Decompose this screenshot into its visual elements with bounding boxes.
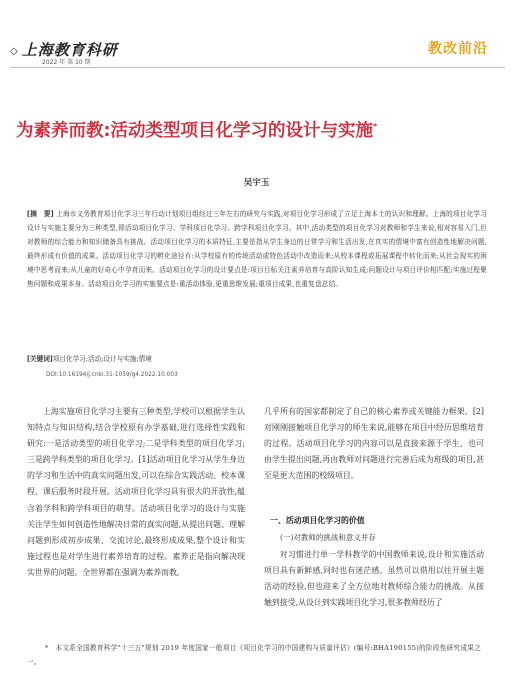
keywords-label: [关键词]: [27, 355, 53, 363]
footnote: [27, 641, 487, 669]
keywords: [27, 352, 487, 366]
header-divider: [10, 67, 505, 68]
footnote-text: 本文系全国教育科学"十三五"规划 2019 年度国家一般项目《项目化学习的中国建构与质量评估》(编号:BHA190155)的阶段性研究成果之一。: [27, 644, 482, 666]
section-heading: 一、活动项目化学习的价值: [270, 516, 365, 525]
article-title-text: 为素养而教:活动类型项目化学习的设计与实施: [16, 121, 373, 141]
issue-info: 2022 年 第 10 期: [42, 59, 91, 66]
author-name: 吴宇玉: [243, 178, 270, 188]
journal-name: 上海教育科研: [21, 41, 118, 59]
keywords-text: 项目化学习;活动;设计与实施;情境: [52, 355, 152, 363]
title-footnote-mark: *: [373, 122, 378, 132]
abstract-label: [摘 要]: [27, 210, 54, 218]
body-paragraph: 几乎所有的国家都制定了自己的核心素养或关键能力框架。[2]对刚刚接触项目化学习的师生来说,能够在项目中经历思维培育的过程。活动项目化学习的内容可以是直接来源于学生、也可由学生提出问题,再由教师对问题进行完善后成为班级的项目,甚至是更大范围的校级项目。: [264, 407, 484, 481]
column-tag: 教改前沿: [428, 41, 488, 57]
abstract-text: 上海市义务教育项目化学习三年行动计划项目组经过三年左右的研究与实践,对项目化学习形成了立足上海本土的认识和理解。上海的项目化学习设计与实施主要分为三种类型,即活动项目化学习、学科项目化学习、跨学科项目化学习。其中,活动类型的项目化学习对教师和学生来说,相对容易入门,但对教师的综合能力和知识储备具有挑战。活动项目化学习的本质特征,主要是指从学生身边的日常学习和生活出发,在真实的情境中富有创造性地解决问题,最终形成有价值的成果。活动项目化学习的孵化途径有:从学校原有的传统活动或特色活动中改造而来;从校本课程或拓展课程中转化而来;从社会现实的困境中思考而来;从儿童的好奇心中孕育而来。活动项目化学习的设计要点是:项目目标关注素养培育与高阶认知生成;问题设计与项目评价相匹配;实施过程聚焦问题和成果本身。活动项目化学习的实施要点是:重活动体验,更重思维发展;重项目成果,也重复盘总结。: [27, 210, 487, 288]
footnote-marker: *: [45, 644, 49, 652]
doi: DOI:10.16194/j.cnki.31-1059/g4.2022.10.003: [46, 372, 178, 378]
body-paragraph: 对习惯进行单一学科教学的中国教师来说,设计和实施活动项目具有新鲜感,同时也有迷茫感。虽然可以借用以往开展主题活动的经验,但也迎来了全方位地对教师综合能力的挑战。从接触到接受,从设计到实践项目化学习,很多教师经历了: [264, 550, 484, 608]
body-column-right-top: [264, 404, 484, 484]
logo-mark-icon: ◇: [10, 45, 19, 57]
article-title: [16, 117, 506, 142]
body-paragraph: 上海实施项目化学习主要有三种类型,学校可以根据学生认知特点与知识结构,结合学校原有办学基础,进行选择性实践和研究:一是活动类型的项目化学习;二是学科类型的项目化学习;三是跨学科类型的项目化学习。[1]活动项目化学习从学生身边的学习和生活中的真实问题出发,可以在综合实践活动、校本课程、课后服务时段开展。活动项目化学习具有很大的开放性,蕴含着学科和跨学科项目的萌芽。活动项目化学习的设计与实施关注学生如何创造性地解决日常的真实问题,从提出问题、理解问题到形成初步成果、交流讨论,最终形成成果,整个设计和实施过程也是对学生进行素养培育的过程。素养正是指向解决现实世界的问题。全世界都在强调为素养而教,: [27, 407, 245, 577]
body-column-right-bottom: [264, 547, 484, 611]
body-column-left: [27, 404, 245, 581]
abstract: [27, 207, 487, 291]
subsection-heading: (一)对教师的挑战和意义并存: [280, 533, 376, 542]
